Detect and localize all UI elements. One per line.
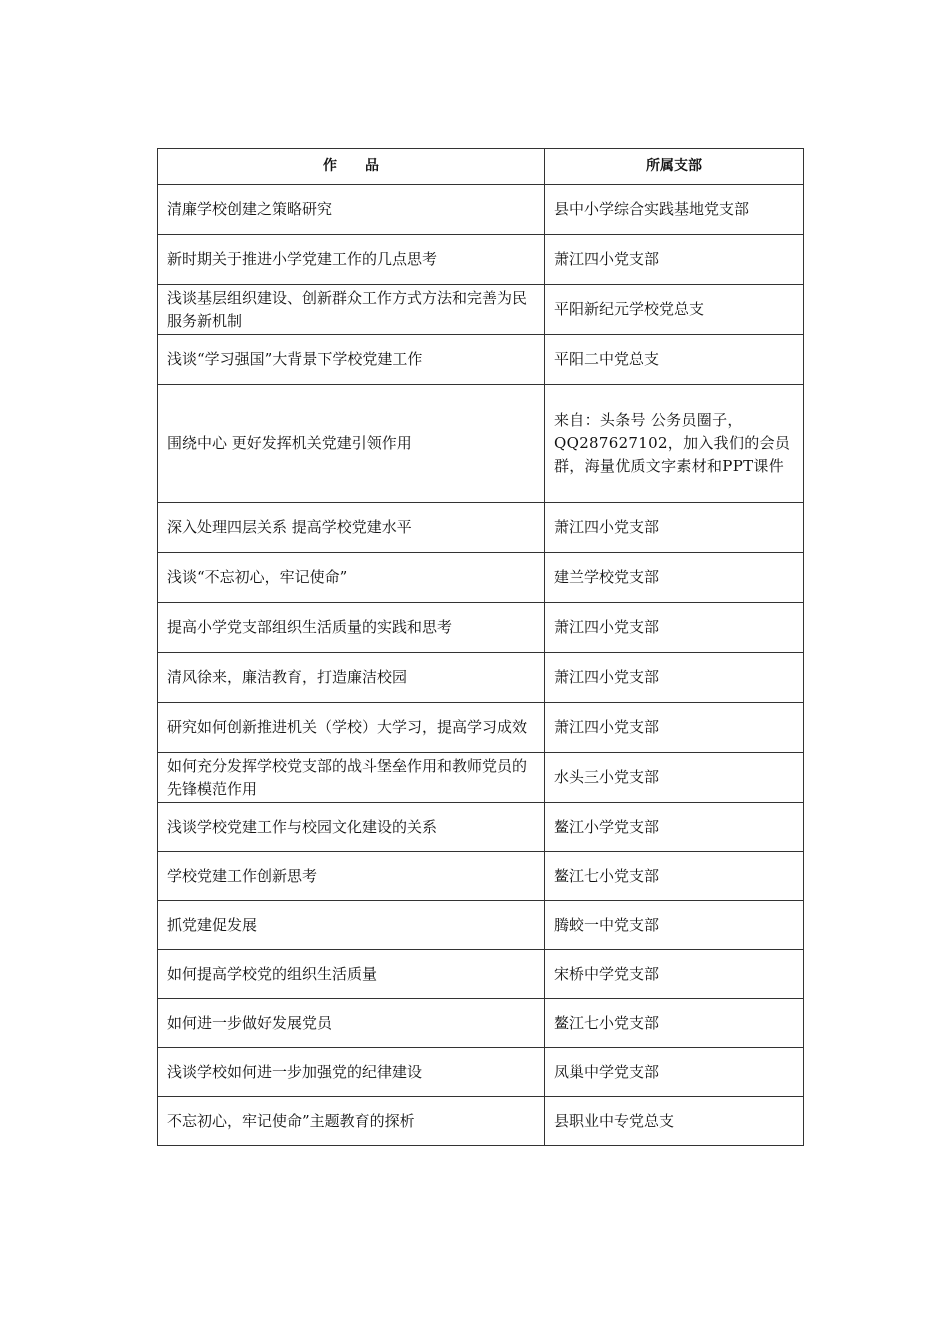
header-branch: 所属支部	[545, 149, 804, 185]
table-row	[158, 653, 804, 703]
work-cell: 研究如何创新推进机关（学校）大学习，提高学习成效	[158, 703, 545, 753]
work-cell: 学校党建工作创新思考	[158, 852, 545, 901]
table-row	[158, 603, 804, 653]
table-row	[158, 285, 804, 335]
table-row	[158, 503, 804, 553]
table-row	[158, 803, 804, 852]
table-row	[158, 950, 804, 999]
work-cell: 浅谈“不忘初心，牢记使命”	[158, 553, 545, 603]
branch-cell: 水头三小党支部	[545, 753, 804, 803]
table-row	[158, 1048, 804, 1097]
table-row	[158, 999, 804, 1048]
table-row	[158, 753, 804, 803]
table-row	[158, 185, 804, 235]
work-cell: 如何充分发挥学校党支部的战斗堡垒作用和教师党员的先锋模范作用	[158, 753, 545, 803]
work-cell: 围绕中心 更好发挥机关党建引领作用	[158, 385, 545, 503]
branch-cell: 萧江四小党支部	[545, 653, 804, 703]
branch-cell: 萧江四小党支部	[545, 703, 804, 753]
work-cell: 不忘初心，牢记使命”主题教育的探析	[158, 1097, 545, 1146]
work-cell: 抓党建促发展	[158, 901, 545, 950]
work-cell: 如何提高学校党的组织生活质量	[158, 950, 545, 999]
branch-cell: 鳌江七小党支部	[545, 852, 804, 901]
work-cell: 浅谈“学习强国”大背景下学校党建工作	[158, 335, 545, 385]
branch-cell: 萧江四小党支部	[545, 503, 804, 553]
table-row	[158, 852, 804, 901]
branch-cell: 鳌江小学党支部	[545, 803, 804, 852]
work-cell: 浅谈基层组织建设、创新群众工作方式方法和完善为民服务新机制	[158, 285, 545, 335]
work-cell: 清廉学校创建之策略研究	[158, 185, 545, 235]
table-row	[158, 703, 804, 753]
table-row	[158, 235, 804, 285]
works-table	[157, 148, 804, 1146]
work-cell: 浅谈学校如何进一步加强党的纪律建设	[158, 1048, 545, 1097]
branch-cell: 来自：头条号 公务员圈子，QQ287627102，加入我们的会员群，海量优质文字素材和PPT课件	[545, 385, 804, 503]
branch-cell: 宋桥中学党支部	[545, 950, 804, 999]
header-work: 作 品	[158, 149, 545, 185]
work-cell: 清风徐来，廉洁教育，打造廉洁校园	[158, 653, 545, 703]
work-cell: 浅谈学校党建工作与校园文化建设的关系	[158, 803, 545, 852]
table-header-row	[158, 149, 804, 185]
work-cell: 深入处理四层关系 提高学校党建水平	[158, 503, 545, 553]
branch-cell: 萧江四小党支部	[545, 235, 804, 285]
branch-cell: 鳌江七小党支部	[545, 999, 804, 1048]
table-row	[158, 1097, 804, 1146]
work-cell: 提高小学党支部组织生活质量的实践和思考	[158, 603, 545, 653]
branch-cell: 县中小学综合实践基地党支部	[545, 185, 804, 235]
table-row	[158, 385, 804, 503]
branch-cell: 建兰学校党支部	[545, 553, 804, 603]
table-row	[158, 335, 804, 385]
branch-cell: 凤巢中学党支部	[545, 1048, 804, 1097]
work-cell: 如何进一步做好发展党员	[158, 999, 545, 1048]
branch-cell: 县职业中专党总支	[545, 1097, 804, 1146]
table-row	[158, 553, 804, 603]
branch-cell: 萧江四小党支部	[545, 603, 804, 653]
branch-cell: 腾蛟一中党支部	[545, 901, 804, 950]
table-row	[158, 901, 804, 950]
branch-cell: 平阳新纪元学校党总支	[545, 285, 804, 335]
branch-cell: 平阳二中党总支	[545, 335, 804, 385]
work-cell: 新时期关于推进小学党建工作的几点思考	[158, 235, 545, 285]
